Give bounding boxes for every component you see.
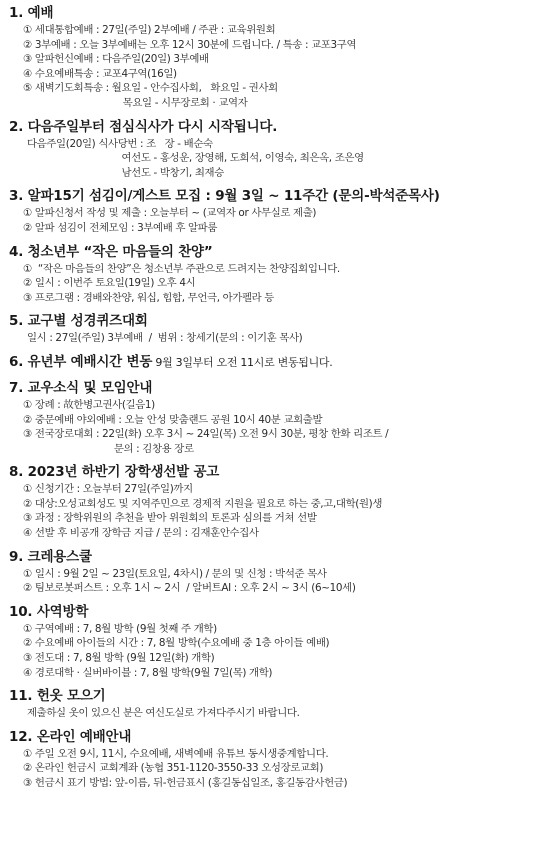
section-title bbox=[9, 603, 538, 622]
section-title-text: 4. 청소년부 “작은 마음들의 찬양” bbox=[9, 243, 213, 260]
announcement-line: ⑤ 새벽기도회특송 : 월요일 - 안수집사회, 화요일 - 권사회 bbox=[23, 82, 278, 95]
announcement-line: ① 일시 : 9월 2일 ~ 23일(토요일, 4차시) / 문의 및 신청 : 박석준 목사 bbox=[23, 567, 327, 580]
section-title bbox=[9, 687, 538, 706]
section-title-text: 7. 교우소식 및 모임안내 bbox=[9, 379, 153, 396]
section-title bbox=[9, 728, 538, 747]
section-title bbox=[9, 353, 538, 372]
section-title bbox=[9, 548, 538, 567]
announcement-line: 문의 : 김창용 장로 bbox=[40, 442, 194, 455]
announcement-line: ② 3부예배 : 오늘 3부예배는 오후 12시 30분에 드립니다. / 특송 : 교포3구역 bbox=[23, 38, 357, 51]
section-title bbox=[9, 118, 538, 137]
announcement-line: ② 수요예배 아이들의 시간 : 7, 8월 방학(수요예배 중 1층 아이들 예배) bbox=[23, 637, 330, 650]
announcement-line: ① 세대통합예배 : 27일(주일) 2부예배 / 주관 : 교육위원회 bbox=[23, 24, 276, 36]
announcement-line: 제출하실 옷이 있으신 분은 여신도실로 가져다주시기 바랍니다. bbox=[27, 707, 300, 720]
section-title-text: 5. 교구별 성경퀴즈대회 bbox=[9, 313, 148, 330]
section-title-text: 2. 다음주일부터 점심식사가 다시 시작됩니다. bbox=[9, 118, 278, 135]
section-gap bbox=[9, 721, 538, 728]
announcement-line: 일시 : 27일(주일) 3부예배 / 범위 : 창세기(문의 : 이기훈 목사) bbox=[27, 332, 303, 345]
announcement-line: ③ 프로그램 : 경배와찬양, 워십, 힙합, 무언극, 아가펠라 등 bbox=[23, 291, 274, 304]
section-4 bbox=[9, 243, 538, 306]
section-7 bbox=[9, 379, 538, 456]
announcement-line: ② 팀보로봇퍼스트 : 오후 1시 ~ 2시 / 알버트AI : 오후 2시 ~ 3시 (6~10세) bbox=[23, 582, 356, 595]
section-gap bbox=[9, 456, 538, 463]
section-title-text: 3. 알파15기 섬김이/게스트 모집 : 9월 3일 ~ 11주간 (문의-박석준목사) bbox=[9, 188, 440, 205]
announcement-line: ② 대상:오성교회성도 및 지역주민으로 경제적 지원을 필요로 하는 중,고,대학(원)생 bbox=[23, 497, 383, 510]
announcement-line: ③ 헌금시 표기 방법: 앞-이름, 뒤-헌금표시 (홍길동십일조, 홍길동감사헌금) bbox=[23, 777, 348, 789]
section-title-note: 9월 3일부터 오전 11시로 변동됩니다. bbox=[152, 355, 333, 369]
announcement-line: ③ 과정 : 장학위원의 추천을 받아 위원회의 토론과 심의를 거쳐 선발 bbox=[23, 512, 317, 525]
section-gap bbox=[9, 111, 538, 118]
announcement-line: ① 주일 오전 9시, 11시, 수요예배, 새벽예배 유튜브 동시생중계합니다. bbox=[23, 747, 329, 760]
section-title-text: 12. 온라인 예배안내 bbox=[9, 728, 132, 745]
section-gap bbox=[9, 680, 538, 687]
announcement-line: ② 일시 : 이번주 토요일(19일) 오후 4시 bbox=[23, 277, 196, 290]
section-gap bbox=[9, 346, 538, 353]
section-gap bbox=[9, 541, 538, 548]
section-8 bbox=[9, 463, 538, 540]
announcement-line: 다음주일(20일) 식사당번 : 조 장 - 배순숙 bbox=[27, 137, 213, 150]
section-title bbox=[9, 463, 538, 482]
section-gap bbox=[9, 372, 538, 379]
announcement-line: ② 알파 섬김이 전체모임 : 3부예배 후 알파룸 bbox=[23, 221, 218, 234]
announcement-line: ① 신청기간 : 오늘부터 27일(주일)까지 bbox=[23, 483, 193, 496]
section-10 bbox=[9, 603, 538, 680]
section-title bbox=[9, 243, 538, 262]
announcement-line: ③ 전국장로대회 : 22일(화) 오후 3시 ~ 24일(목) 오전 9시 30분, 평창 한화 리조트 / bbox=[23, 428, 389, 441]
section-gap bbox=[9, 305, 538, 312]
announcement-line: 목요일 - 시무장로회 · 교역자 bbox=[40, 96, 248, 109]
announcement-line: ④ 경로대학 · 실버바이블 : 7, 8월 방학(9월 7일(목) 개학) bbox=[23, 666, 273, 679]
announcement-line: ① 구역예배 : 7, 8월 방학 (9월 첫째 주 개학) bbox=[23, 622, 217, 635]
section-title-text: 8. 2023년 하반기 장학생선발 공고 bbox=[9, 464, 220, 481]
announcement-line: ④ 수요예배특송 : 교포4구역(16일) bbox=[23, 67, 177, 80]
section-gap bbox=[9, 596, 538, 603]
announcement-line: ② 온라인 헌금시 교회계좌 (농협 351-1120-3550-33 오성장로교회) bbox=[23, 762, 324, 775]
announcement-line: ① 장례 : 故한병고권사(길음1) bbox=[23, 398, 155, 411]
section-11 bbox=[9, 687, 538, 721]
announcement-line: 여선도 - 홍성운, 장영해, 도희석, 이영숙, 최은옥, 조은영 bbox=[27, 152, 364, 165]
announcement-line: 남선도 - 박창기, 최재승 bbox=[27, 166, 224, 179]
announcement-line: ③ 전도대 : 7, 8월 방학 (9월 12일(화) 개학) bbox=[23, 652, 215, 665]
section-title-text: 10. 사역방학 bbox=[9, 603, 89, 620]
announcement-line: ① “작은 마음들의 찬양”은 청소년부 주관으로 드려지는 찬양집회입니다. bbox=[23, 262, 340, 275]
section-title-text: 1. 예배 bbox=[9, 5, 54, 21]
section-title bbox=[9, 379, 538, 398]
section-6 bbox=[9, 353, 538, 372]
section-title-text: 11. 헌옷 모으기 bbox=[9, 688, 106, 705]
section-1 bbox=[9, 4, 538, 111]
section-3 bbox=[9, 187, 538, 235]
section-title bbox=[9, 312, 538, 331]
section-gap bbox=[9, 180, 538, 187]
section-title-text: 6. 유년부 예배시간 변동 bbox=[9, 353, 153, 370]
section-5 bbox=[9, 312, 538, 346]
section-title-text: 9. 크레용스쿨 bbox=[9, 548, 92, 565]
section-gap bbox=[9, 236, 538, 243]
section-title bbox=[9, 187, 538, 206]
announcement-line: ① 알파신청서 작성 및 제출 : 오늘부터 ~ (교역자 or 사무실로 제출) bbox=[23, 207, 317, 220]
announcement-line: ③ 알파헌신예배 : 다음주일(20일) 3부예배 bbox=[23, 53, 209, 66]
section-2 bbox=[9, 118, 538, 181]
announcement-line: ④ 선발 후 비공개 장학금 지급 / 문의 : 김재훈안수집사 bbox=[23, 527, 259, 540]
announcement-line: ② 중문예배 야외예배 : 오늘 안성 맞춤랜드 공원 10시 40분 교회출발 bbox=[23, 413, 323, 426]
section-9 bbox=[9, 548, 538, 596]
section-12 bbox=[9, 728, 538, 791]
section-title bbox=[9, 4, 538, 23]
